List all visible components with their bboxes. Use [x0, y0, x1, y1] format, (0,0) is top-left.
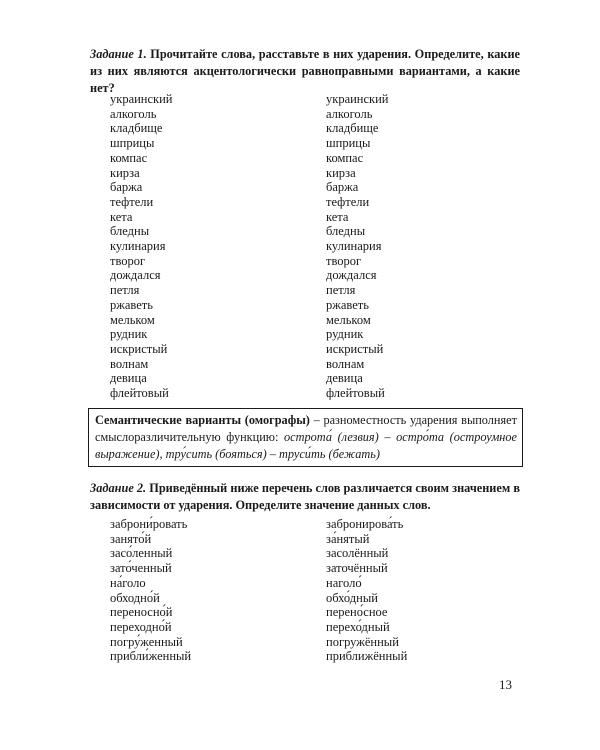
word: за́нятый	[326, 531, 370, 546]
word: обходно́й	[110, 590, 160, 605]
word: кирза	[110, 165, 140, 180]
word: обхо́дный	[326, 590, 378, 605]
word: баржа	[326, 180, 359, 195]
word: волнам	[110, 356, 149, 371]
word: украинский	[110, 92, 173, 106]
word: компас	[326, 150, 364, 165]
task-2-left-word-list	[110, 517, 191, 664]
word: засо́ленный	[110, 546, 173, 561]
example-word: труси́ть	[279, 447, 326, 461]
task-1-text: Прочитайте слова, расставьте в них ударения. Определите, какие из них являются акцентологически равноправными вариантами, а какие нет?	[90, 47, 520, 95]
word: прибли́женный	[110, 649, 192, 664]
example-gloss: (остроумное выражение),	[95, 430, 517, 461]
word: рудник	[326, 327, 364, 342]
word: заброни́ровать	[110, 517, 188, 531]
example-word: тру́сить	[165, 447, 213, 461]
word: перено́сное	[326, 605, 388, 620]
word: забронирова́ть	[326, 517, 404, 531]
definition-text: – разноместность ударения выполняет смыслоразличительную функцию:	[95, 413, 517, 444]
word: приближённый	[326, 649, 408, 664]
word: ржаветь	[110, 297, 153, 312]
word: ржаветь	[326, 297, 369, 312]
word: дождался	[110, 268, 161, 283]
word: искристый	[110, 341, 168, 356]
word: мельком	[110, 312, 155, 327]
word: компас	[110, 150, 148, 165]
word: переходно́й	[110, 619, 172, 634]
word: девица	[110, 371, 147, 386]
page-number: 13	[499, 677, 512, 692]
word: погру́женный	[110, 634, 183, 649]
word: мельком	[326, 312, 371, 327]
word: творог	[110, 253, 146, 268]
word: заточённый	[326, 561, 388, 576]
word: шприцы	[110, 136, 155, 151]
task-1-prompt	[90, 46, 520, 97]
word: наголо́	[326, 575, 362, 590]
word: украинский	[326, 92, 389, 106]
example-gloss: (бежать)	[325, 447, 380, 461]
example-word: остро́та	[396, 430, 445, 444]
example-word: острота́	[284, 430, 332, 444]
task-1-right-word-list	[326, 92, 389, 401]
word: искристый	[326, 341, 384, 356]
word: девица	[326, 371, 363, 386]
definition-box	[88, 408, 523, 467]
word: бледны	[110, 224, 150, 239]
word: перехо́дный	[326, 619, 390, 634]
word: кета	[326, 209, 349, 224]
word: засолённый	[326, 546, 389, 561]
word: алкоголь	[110, 106, 157, 121]
example-gloss: (лезвия) –	[331, 430, 397, 444]
word: творог	[326, 253, 362, 268]
word: занято́й	[110, 531, 152, 546]
example-gloss: (бояться) –	[212, 447, 280, 461]
word: погружённый	[326, 634, 399, 649]
task-1-label: Задание 1.	[90, 47, 147, 61]
word: тефтели	[326, 194, 370, 209]
word: кулинария	[110, 239, 166, 254]
word: бледны	[326, 224, 366, 239]
word: зато́ченный	[110, 561, 172, 576]
task-1-left-word-list	[110, 92, 173, 401]
task-2-right-word-list	[326, 517, 407, 664]
word: рудник	[110, 327, 148, 342]
word: петля	[326, 283, 356, 298]
task-2-text: Приведённый ниже перечень слов различается своим значением в зависимости от ударения. Определите значение данных слов.	[90, 481, 520, 512]
word: кладбище	[110, 121, 163, 136]
word: переносно́й	[110, 605, 173, 620]
word: тефтели	[110, 194, 154, 209]
word: на́голо	[110, 575, 146, 590]
word: петля	[110, 283, 140, 298]
word: кета	[110, 209, 133, 224]
word: алкоголь	[326, 106, 373, 121]
word: флейтовый	[110, 386, 169, 401]
word: дождался	[326, 268, 377, 283]
definition-term: Семантические варианты (омографы)	[95, 413, 310, 427]
word: баржа	[110, 180, 143, 195]
word: шприцы	[326, 136, 371, 151]
word: флейтовый	[326, 386, 385, 401]
task-2-prompt	[90, 480, 520, 514]
word: кладбище	[326, 121, 379, 136]
task-2-label: Задание 2.	[90, 481, 147, 495]
word: кулинария	[326, 239, 382, 254]
word: волнам	[326, 356, 365, 371]
word: кирза	[326, 165, 356, 180]
